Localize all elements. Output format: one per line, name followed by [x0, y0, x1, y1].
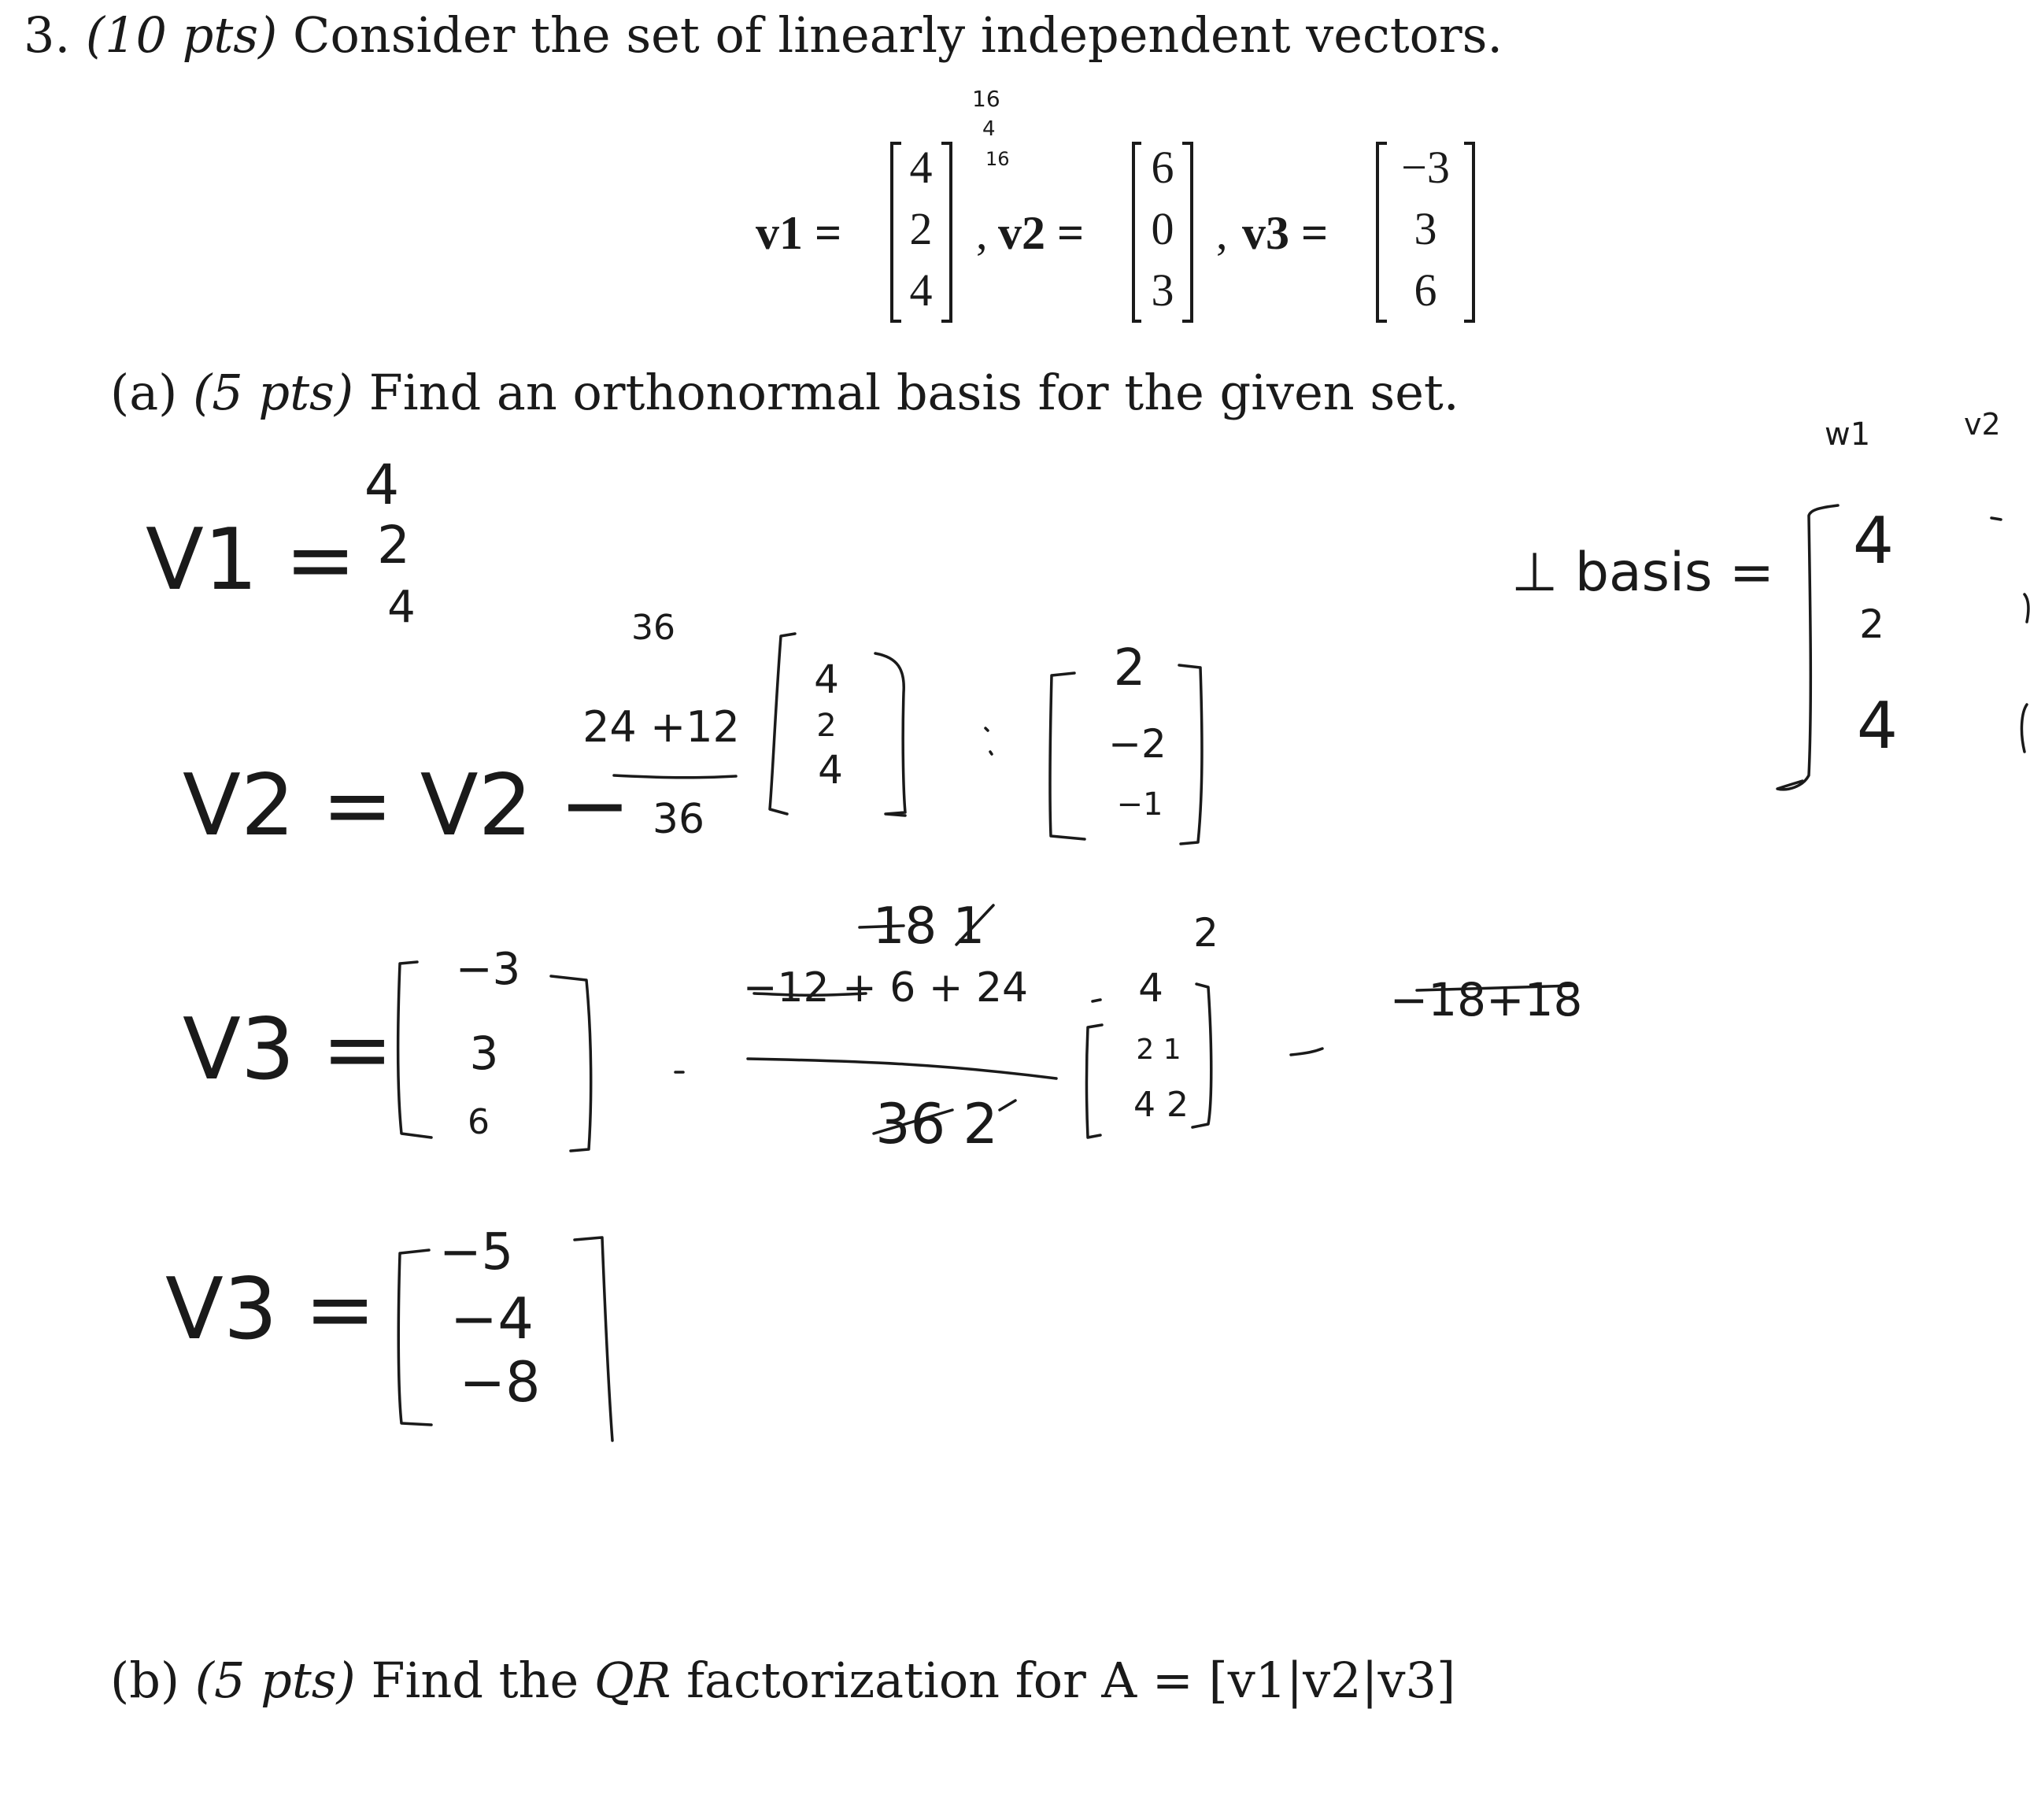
hw-basis-header-v2: v2 [1964, 407, 2001, 442]
hw-basis-bracket [1777, 505, 1838, 790]
hw-v3-struck-top: 18 1 [872, 897, 985, 956]
hw-v2-equals [985, 728, 992, 754]
handwritten-v3-result [165, 1223, 612, 1441]
hw-v3-result-3: −8 [459, 1350, 541, 1415]
hw-basis-header-w1: w1 [1825, 416, 1871, 453]
handwritten-v3-line [183, 897, 1582, 1156]
v2-entry-3: 3 [1151, 264, 1174, 316]
hw-v2-vector-3: 4 [818, 747, 843, 793]
hw-v3-denominator: 36 2 [875, 1092, 998, 1156]
v2-separator: , [1216, 208, 1228, 259]
v1-entry-1: 4 [909, 142, 933, 193]
v2-entry-2: 0 [1151, 203, 1174, 254]
part-b-formula: A = [v1|v2|v3] [1101, 1652, 1456, 1709]
v1-entry-3: 4 [909, 264, 933, 316]
hw-v3-side-vector-3: 4 2 [1133, 1085, 1189, 1125]
vector-v2-definition [998, 142, 1228, 321]
hw-v3-struck-right: −18+18 [1389, 973, 1583, 1027]
part-b-points: (5 pts) [194, 1652, 356, 1709]
hw-v1-entry-2: 2 [377, 515, 410, 575]
margin-note-1: 16 [972, 86, 1000, 112]
hw-v2-result-1: 2 [1113, 639, 1146, 697]
part-b-label: (b) [110, 1652, 180, 1709]
hw-v1-lhs: V1 = [146, 511, 357, 609]
hw-v3-side-note: 2 [1193, 910, 1218, 956]
hw-v2-result-2: −2 [1108, 721, 1167, 767]
hw-v1-entry-1: 4 [364, 453, 400, 517]
part-b-text-before: Find the [371, 1652, 594, 1709]
hw-v3-side-vector-1: 4 [1138, 965, 1163, 1011]
part-b-math: QR [593, 1652, 671, 1709]
v3-entry-3: 6 [1414, 264, 1437, 316]
hw-v3-vector-2: 3 [469, 1027, 499, 1080]
part-b-text-middle: factorization for [671, 1652, 1102, 1709]
problem-number: 3. [24, 6, 71, 64]
hw-basis-label: ⊥ basis = [1511, 542, 1775, 604]
v2-entry-1: 6 [1151, 142, 1174, 193]
hw-basis-cut-off-strokes [1991, 518, 2028, 752]
v1-separator: , [976, 208, 988, 259]
vector-v1-definition [756, 142, 988, 321]
problem-points: (10 pts) [85, 6, 278, 64]
v3-entry-1: −3 [1401, 142, 1450, 193]
hw-v2-numerator: 24 +12 [582, 702, 740, 752]
hw-v2-result-3: −1 [1116, 786, 1163, 823]
margin-note-2: 4 [982, 117, 996, 141]
hw-v3-side-vector-2: 2 1 [1136, 1034, 1181, 1066]
hw-v2-vector-1: 4 [814, 657, 839, 702]
hw-v2-over-note: 36 [631, 608, 675, 648]
part-a-points: (5 pts) [193, 364, 354, 421]
part-a-text: Find an orthonormal basis for the given set. [368, 364, 1459, 421]
margin-note-3: 16 [985, 148, 1010, 170]
hw-basis-col1-entry-1: 4 [1852, 504, 1895, 579]
v3-entry-2: 3 [1414, 203, 1437, 254]
hw-v3-vector-1: −3 [455, 944, 521, 995]
vector-v3-definition [1242, 142, 1474, 321]
hw-v2-denominator: 36 [652, 796, 705, 843]
hw-v3-result-2: −4 [449, 1285, 534, 1352]
handwritten-margin-notes [972, 86, 1010, 170]
hw-v3-numerator: −12 + 6 + 24 [742, 964, 1029, 1012]
hw-v2-fraction-bar [614, 775, 736, 778]
hw-v2-vector-2: 2 [816, 708, 837, 744]
v2-label: v2 = [998, 207, 1085, 259]
hw-basis-col1-entry-2: 2 [1859, 601, 1884, 647]
handwritten-v2-line [183, 608, 1202, 855]
handwritten-orthogonal-basis [1511, 407, 2028, 790]
hw-v1-entry-3: 4 [387, 582, 416, 633]
hw-v3-result-1: −5 [438, 1223, 514, 1282]
hw-v2-lhs: V2 = V2 − [183, 756, 631, 855]
v1-label: v1 = [756, 207, 842, 259]
hw-v3-lhs: V3 = [183, 1001, 394, 1099]
v1-entry-2: 2 [909, 203, 933, 254]
hw-v3-trailing-minus [1291, 1049, 1322, 1055]
hw-v3-vector-3: 6 [468, 1102, 490, 1142]
problem-statement: Consider the set of linearly independent vectors. [293, 6, 1503, 64]
hw-basis-col1-entry-3: 4 [1856, 689, 1899, 764]
part-a-label: (a) [110, 364, 178, 421]
handwritten-v1-line [146, 453, 416, 633]
hw-v3-result-lhs: V3 = [165, 1260, 376, 1359]
v3-label: v3 = [1242, 207, 1329, 259]
